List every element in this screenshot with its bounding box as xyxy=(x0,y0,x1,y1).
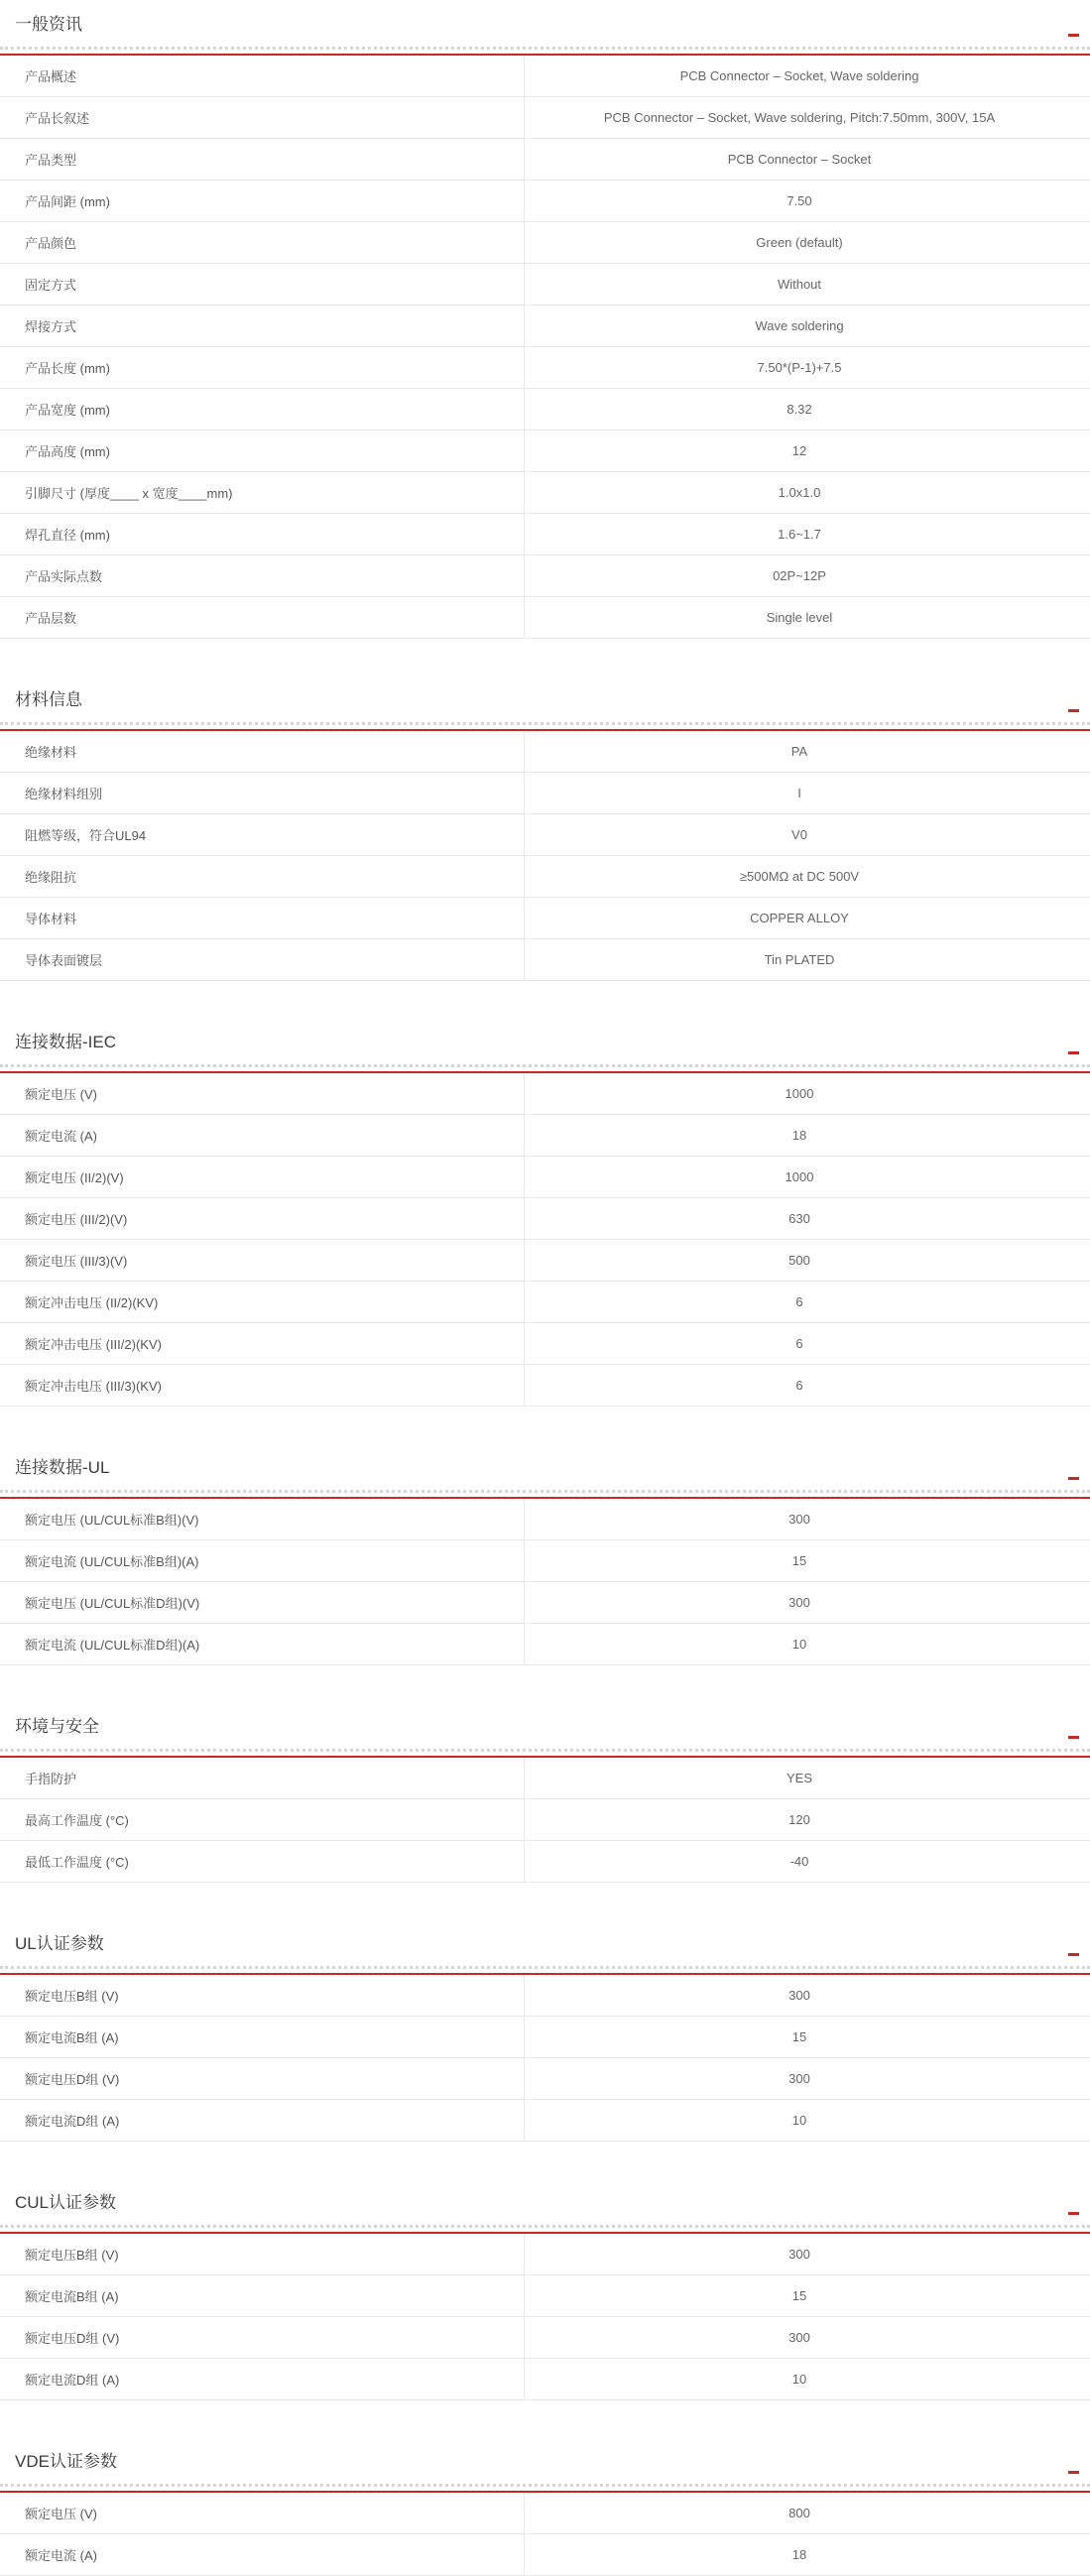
spec-label: 导体材料 xyxy=(0,898,525,938)
spec-value: 500 xyxy=(788,1253,810,1268)
table-row xyxy=(0,2317,1090,2359)
spec-value: 6 xyxy=(795,1294,803,1309)
table-row xyxy=(0,2275,1090,2317)
spec-value: ≥500MΩ at DC 500V xyxy=(739,869,860,884)
spec-label: 额定电流 (UL/CUL标准D组)(A) xyxy=(0,1624,525,1664)
spec-value: 15 xyxy=(791,2288,807,2303)
dotted-divider xyxy=(0,722,1090,725)
spec-value: 18 xyxy=(791,1128,807,1143)
section-header xyxy=(0,1715,1090,1749)
spec-label: 产品层数 xyxy=(0,597,525,638)
spec-label: 额定电流B组 (A) xyxy=(0,2275,525,2316)
spec-value: 6 xyxy=(795,1336,803,1351)
spec-label: 额定电压 (V) xyxy=(0,1073,525,1114)
section-cul-certification xyxy=(0,2191,1090,2400)
table-row xyxy=(0,1540,1090,1582)
table-row xyxy=(0,1073,1090,1115)
spec-value: 02P~12P xyxy=(773,568,826,583)
section-title: 一般资讯 xyxy=(15,15,82,34)
spec-value: 1.0x1.0 xyxy=(778,485,821,500)
table-row xyxy=(0,597,1090,639)
table-row xyxy=(0,2359,1090,2400)
spec-value: 10 xyxy=(791,2372,807,2387)
spec-label: 额定电流B组 (A) xyxy=(0,2017,525,2057)
spec-label: 额定冲击电压 (III/2)(KV) xyxy=(0,1323,525,1364)
table-row xyxy=(0,1282,1090,1323)
spec-value: -40 xyxy=(789,1854,809,1869)
dotted-divider xyxy=(0,2225,1090,2228)
collapse-minus-icon[interactable] xyxy=(1068,2212,1079,2215)
spec-value: 300 xyxy=(788,2247,810,2262)
spec-label: 额定电压 (III/2)(V) xyxy=(0,1198,525,1239)
table-row xyxy=(0,1240,1090,1282)
spec-value: Tin PLATED xyxy=(764,952,835,967)
spec-label: 阻燃等级，符合UL94 xyxy=(0,814,525,855)
section-title: CUL认证参数 xyxy=(15,2193,117,2212)
spec-label: 产品宽度 (mm) xyxy=(0,389,525,429)
spec-label: 焊孔直径 (mm) xyxy=(0,514,525,554)
table-row xyxy=(0,1499,1090,1540)
dotted-divider xyxy=(0,1966,1090,1969)
table-row xyxy=(0,2100,1090,2142)
section-title: 连接数据-IEC xyxy=(15,1033,116,1051)
collapse-minus-icon[interactable] xyxy=(1068,2471,1079,2474)
spec-label: 产品长度 (mm) xyxy=(0,347,525,388)
spec-value: 15 xyxy=(791,2029,807,2044)
table-row xyxy=(0,939,1090,981)
spec-label: 固定方式 xyxy=(0,264,525,305)
spec-value: I xyxy=(797,786,801,800)
spec-label: 额定电压B组 (V) xyxy=(0,2234,525,2274)
spec-value: 300 xyxy=(788,2071,810,2086)
dotted-divider xyxy=(0,1749,1090,1752)
table-row xyxy=(0,306,1090,347)
section-header xyxy=(0,2450,1090,2484)
spec-label: 额定冲击电压 (III/3)(KV) xyxy=(0,1365,525,1406)
spec-value: YES xyxy=(786,1771,812,1785)
table-row xyxy=(0,555,1090,597)
spec-value: 12 xyxy=(791,443,807,458)
spec-label: 焊接方式 xyxy=(0,306,525,346)
spec-value: 630 xyxy=(788,1211,810,1226)
section-header xyxy=(0,2191,1090,2225)
spec-label: 手指防护 xyxy=(0,1758,525,1798)
section-title: UL认证参数 xyxy=(15,1934,104,1953)
spec-label: 额定电流D组 (A) xyxy=(0,2100,525,2141)
spec-value: 300 xyxy=(788,1512,810,1527)
spec-label: 产品实际点数 xyxy=(0,555,525,596)
table-row xyxy=(0,1624,1090,1665)
section-material-info xyxy=(0,688,1090,981)
spec-value: 120 xyxy=(788,1812,810,1827)
spec-label: 绝缘阻抗 xyxy=(0,856,525,897)
dotted-divider xyxy=(0,1064,1090,1067)
table-row xyxy=(0,181,1090,222)
spec-label: 额定电流 (A) xyxy=(0,1115,525,1156)
spec-table xyxy=(0,1975,1090,2142)
spec-value: PCB Connector – Socket, Wave soldering, Pitch:7.50mm, 300V, 15A xyxy=(603,110,996,125)
section-title: 连接数据-UL xyxy=(15,1458,110,1477)
table-row xyxy=(0,1157,1090,1198)
table-row xyxy=(0,1841,1090,1883)
dotted-divider xyxy=(0,1490,1090,1493)
section-connection-data-ul xyxy=(0,1456,1090,1665)
spec-label: 最低工作温度 (°C) xyxy=(0,1841,525,1882)
spec-label: 产品间距 (mm) xyxy=(0,181,525,221)
table-row xyxy=(0,898,1090,939)
section-connection-data-iec xyxy=(0,1031,1090,1407)
section-vde-certification xyxy=(0,2450,1090,2576)
spec-table xyxy=(0,2234,1090,2400)
table-row xyxy=(0,814,1090,856)
spec-label: 额定电压 (III/3)(V) xyxy=(0,1240,525,1281)
spec-value: 7.50 xyxy=(787,193,812,208)
spec-value: 8.32 xyxy=(787,402,812,417)
spec-label: 额定电压 (UL/CUL标准B组)(V) xyxy=(0,1499,525,1539)
spec-label: 导体表面镀层 xyxy=(0,939,525,980)
section-header xyxy=(0,688,1090,722)
spec-value: Green (default) xyxy=(756,235,843,250)
spec-table xyxy=(0,56,1090,639)
spec-table xyxy=(0,731,1090,981)
collapse-minus-icon[interactable] xyxy=(1068,1736,1079,1739)
table-row xyxy=(0,2493,1090,2534)
table-row xyxy=(0,1323,1090,1365)
collapse-minus-icon[interactable] xyxy=(1068,1051,1079,1054)
spec-label: 额定电压 (V) xyxy=(0,2493,525,2533)
spec-label: 额定电压 (UL/CUL标准D组)(V) xyxy=(0,1582,525,1623)
dotted-divider xyxy=(0,2484,1090,2487)
spec-label: 产品概述 xyxy=(0,56,525,96)
spec-value: PCB Connector – Socket xyxy=(727,152,872,167)
section-header xyxy=(0,13,1090,47)
table-row xyxy=(0,347,1090,389)
spec-label: 引脚尺寸 (厚度____ x 宽度____mm) xyxy=(0,472,525,513)
section-header xyxy=(0,1932,1090,1966)
table-row xyxy=(0,1799,1090,1841)
spec-label: 绝缘材料 xyxy=(0,731,525,772)
spec-value: 1000 xyxy=(785,1086,814,1101)
table-row xyxy=(0,731,1090,773)
spec-label: 额定电压D组 (V) xyxy=(0,2317,525,2358)
table-row xyxy=(0,1365,1090,1407)
spec-value: 300 xyxy=(788,1988,810,2003)
collapse-minus-icon[interactable] xyxy=(1068,709,1079,712)
spec-value: Wave soldering xyxy=(755,318,844,333)
spec-value: 10 xyxy=(791,1637,807,1652)
spec-label: 产品颜色 xyxy=(0,222,525,263)
table-row xyxy=(0,1198,1090,1240)
table-row xyxy=(0,222,1090,264)
collapse-minus-icon[interactable] xyxy=(1068,1477,1079,1480)
spec-value: PCB Connector – Socket, Wave soldering xyxy=(679,68,919,83)
spec-value: PA xyxy=(790,744,808,759)
table-row xyxy=(0,472,1090,514)
spec-value: 7.50*(P-1)+7.5 xyxy=(757,360,842,375)
spec-value: 1.6~1.7 xyxy=(778,527,821,542)
spec-label: 产品高度 (mm) xyxy=(0,430,525,471)
spec-label: 产品长叙述 xyxy=(0,97,525,138)
spec-value: Single level xyxy=(766,610,833,625)
spec-label: 额定电压 (II/2)(V) xyxy=(0,1157,525,1197)
spec-value: V0 xyxy=(791,827,807,842)
spec-table xyxy=(0,2493,1090,2576)
spec-value: 1000 xyxy=(785,1169,814,1184)
spec-value: 300 xyxy=(788,1595,810,1610)
section-header xyxy=(0,1456,1090,1490)
spec-label: 产品类型 xyxy=(0,139,525,180)
section-title: VDE认证参数 xyxy=(15,2452,117,2471)
table-row xyxy=(0,2017,1090,2058)
table-row xyxy=(0,97,1090,139)
spec-value: 18 xyxy=(791,2547,807,2562)
section-header xyxy=(0,1031,1090,1064)
spec-label: 额定电流 (A) xyxy=(0,2534,525,2575)
section-title: 材料信息 xyxy=(15,690,82,709)
spec-value: COPPER ALLOY xyxy=(750,911,849,925)
section-environment-safety xyxy=(0,1715,1090,1883)
table-row xyxy=(0,2234,1090,2275)
table-row xyxy=(0,56,1090,97)
table-row xyxy=(0,773,1090,814)
table-row xyxy=(0,1975,1090,2017)
spec-value: 800 xyxy=(788,2506,810,2520)
table-row xyxy=(0,1582,1090,1624)
collapse-minus-icon[interactable] xyxy=(1068,34,1079,37)
spec-label: 额定电流 (UL/CUL标准B组)(A) xyxy=(0,1540,525,1581)
spec-label: 额定电压D组 (V) xyxy=(0,2058,525,2099)
table-row xyxy=(0,139,1090,181)
spec-table xyxy=(0,1758,1090,1883)
spec-value: 10 xyxy=(791,2113,807,2128)
spec-label: 额定电流D组 (A) xyxy=(0,2359,525,2399)
spec-label: 额定冲击电压 (II/2)(KV) xyxy=(0,1282,525,1322)
spec-table xyxy=(0,1073,1090,1407)
spec-value: 300 xyxy=(788,2330,810,2345)
table-row xyxy=(0,514,1090,555)
table-row xyxy=(0,2534,1090,2576)
spec-value: 6 xyxy=(795,1378,803,1393)
table-row xyxy=(0,1758,1090,1799)
spec-value: Without xyxy=(777,277,822,292)
section-title: 环境与安全 xyxy=(15,1717,99,1736)
table-row xyxy=(0,430,1090,472)
table-row xyxy=(0,1115,1090,1157)
table-row xyxy=(0,2058,1090,2100)
dotted-divider xyxy=(0,47,1090,50)
spec-value: 15 xyxy=(791,1553,807,1568)
collapse-minus-icon[interactable] xyxy=(1068,1953,1079,1956)
table-row xyxy=(0,264,1090,306)
spec-label: 额定电压B组 (V) xyxy=(0,1975,525,2016)
table-row xyxy=(0,856,1090,898)
spec-label: 最高工作温度 (°C) xyxy=(0,1799,525,1840)
spec-table xyxy=(0,1499,1090,1665)
section-ul-certification xyxy=(0,1932,1090,2142)
section-general-info xyxy=(0,13,1090,639)
table-row xyxy=(0,389,1090,430)
spec-label: 绝缘材料组别 xyxy=(0,773,525,813)
